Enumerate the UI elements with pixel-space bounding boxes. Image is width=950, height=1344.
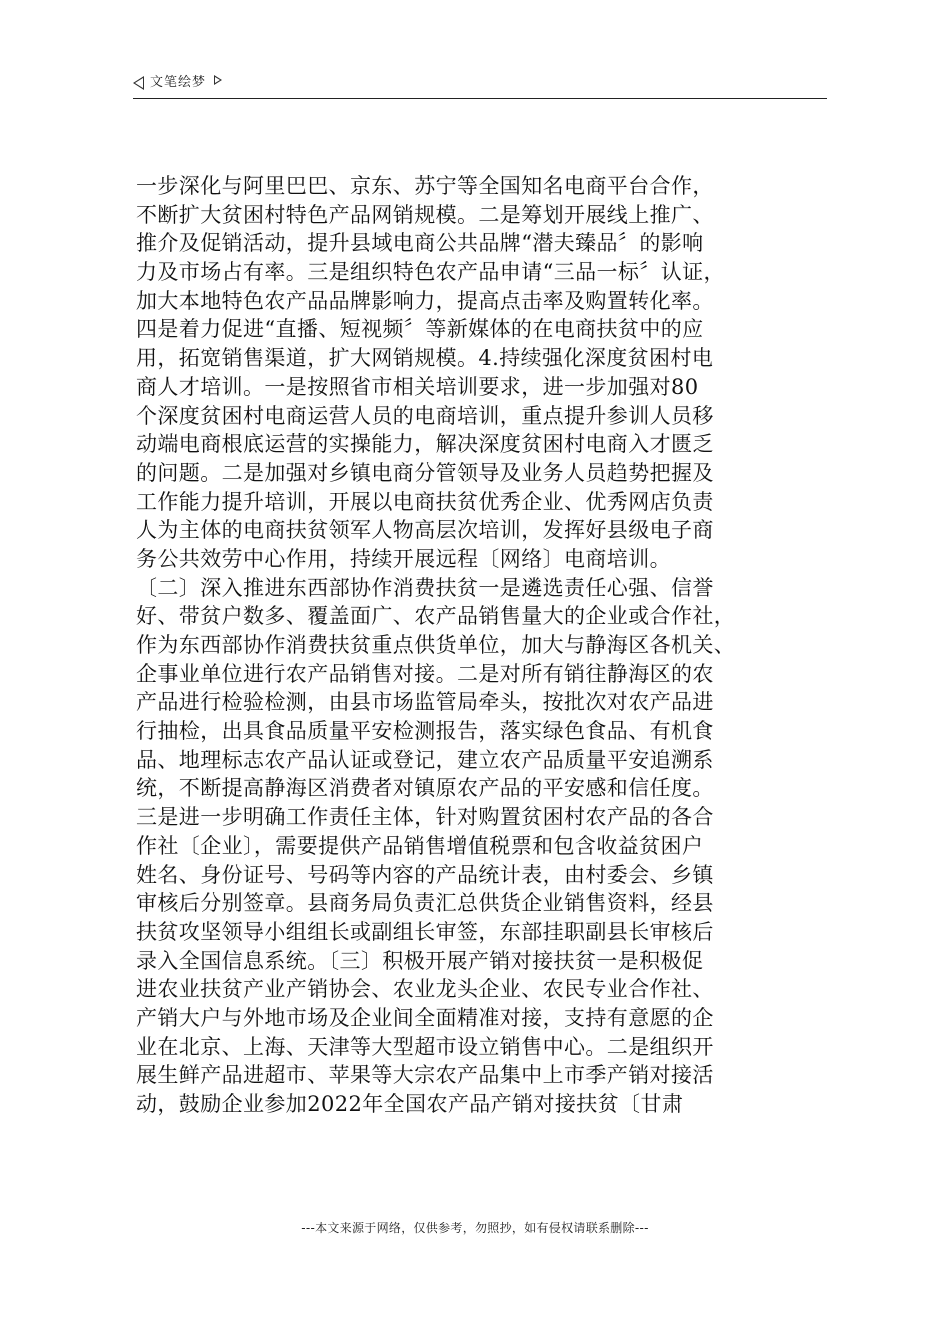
body-text-line: 业在北京、上海、天津等大型超市设立销售中心。二是组织开 xyxy=(136,1034,714,1059)
body-text-line: 一步深化与阿里巴巴、京东、苏宁等全国知名电商平台合作， xyxy=(136,174,714,198)
body-text-line: 〔二〕深入推进东西部协作消费扶贫一是遴选责任心强、信誉 xyxy=(136,575,714,600)
body-text-line: 作社〔企业〕，需要提供产品销售增值税票和包含收益贫困户 xyxy=(136,833,704,858)
body-text-line: 产品进行检验检测，由县市场监管局牵头，按批次对农产品进 xyxy=(136,690,714,715)
body-text-line: 产销大户与外地市场及企业间全面精准对接，支持有意愿的企 xyxy=(136,1005,714,1030)
body-text-line: 姓名、身份证号、号码等内容的产品统计表，由村委会、乡镇 xyxy=(136,862,714,887)
document-body xyxy=(136,172,826,1119)
body-text-line: 动，鼓励企业参加2022年全国农产品产销对接扶贫〔甘肃 xyxy=(136,1092,684,1116)
body-text-line: 三是进一步明确工作责任主体，针对购置贫困村农产品的各合 xyxy=(136,805,714,830)
body-text-line: 四是着力促进“直播、短视频〞等新媒体的在电商扶贫中的应 xyxy=(136,317,704,342)
body-text-line: 进农业扶贫产业产销协会、农业龙头企业、农民专业合作社、 xyxy=(136,977,714,1002)
body-text-line: 统，不断提高静海区消费者对镇原农产品的平安感和信任度。 xyxy=(136,776,714,801)
body-text-line: 工作能力提升培训，开展以电商扶贫优秀企业、优秀网店负责 xyxy=(136,489,714,514)
body-text-line: 推介及促销活动，提升县域电商公共品牌“潜夫臻品〞的影响 xyxy=(136,231,704,256)
body-text-line: 好、带贫户数多、覆盖面广、农产品销售量大的企业或合作社， xyxy=(136,604,736,629)
body-text-line: 不断扩大贫困村特色产品网销规模。二是筹划开展线上推广、 xyxy=(136,202,714,227)
body-text-line: 的问题。二是加强对乡镇电商分管领导及业务人员趋势把握及 xyxy=(136,460,714,485)
right-triangle-icon xyxy=(214,75,222,85)
body-text-line: 加大本地特色农产品品牌影响力，提高点击率及购置转化率。 xyxy=(136,288,714,313)
body-text-line: 录入全国信息系统。〔三〕积极开展产销对接扶贫一是积极促 xyxy=(136,948,704,973)
body-text-line: 务公共效劳中心作用，持续开展远程〔网络〕电商培训。 xyxy=(136,546,671,571)
body-text-line: 行抽检，出具食品质量平安检测报告，落实绿色食品、有机食 xyxy=(136,719,714,744)
body-text-line: 力及市场占有率。三是组织特色农产品申请“三品一标〞认证， xyxy=(136,260,725,285)
page-header xyxy=(133,72,827,99)
body-text-line: 扶贫攻坚领导小组组长或副组长审签，东部挂职副县长审核后 xyxy=(136,919,714,944)
body-text-line: 个深度贫困村电商运营人员的电商培训，重点提升参训人员移 xyxy=(136,403,714,428)
body-text-line: 作为东西部协作消费扶贫重点供货单位，加大与静海区各机关、 xyxy=(136,633,736,657)
body-text-line: 审核后分别签章。县商务局负责汇总供货企业销售资料，经县 xyxy=(136,891,714,916)
body-text-line: 商人才培训。一是按照省市相关培训要求，进一步加强对80 xyxy=(136,374,699,399)
header-brand: 文笔绘梦 xyxy=(150,75,207,90)
body-text-line: 企事业单位进行农产品销售对接。二是对所有销往静海区的农 xyxy=(136,661,714,686)
page-footer-notice: ---本文来源于网络，仅供参考，勿照抄，如有侵权请联系删除--- xyxy=(301,1221,649,1235)
left-triangle-icon xyxy=(133,76,144,90)
header-mark xyxy=(133,74,222,92)
body-text-line: 品、地理标志农产品认证或登记，建立农产品质量平安追溯系 xyxy=(136,747,714,772)
body-text-line: 用，拓宽销售渠道，扩大网销规模。4.持续强化深度贫困村电 xyxy=(136,346,714,371)
body-text-line: 人为主体的电商扶贫领军人物高层次培训，发挥好县级电子商 xyxy=(136,518,714,543)
body-text-line: 动端电商根底运营的实操能力，解决深度贫困村电商入才匮乏 xyxy=(136,432,714,457)
body-text-line: 展生鲜产品进超市、苹果等大宗农产品集中上市季产销对接活 xyxy=(136,1063,714,1088)
